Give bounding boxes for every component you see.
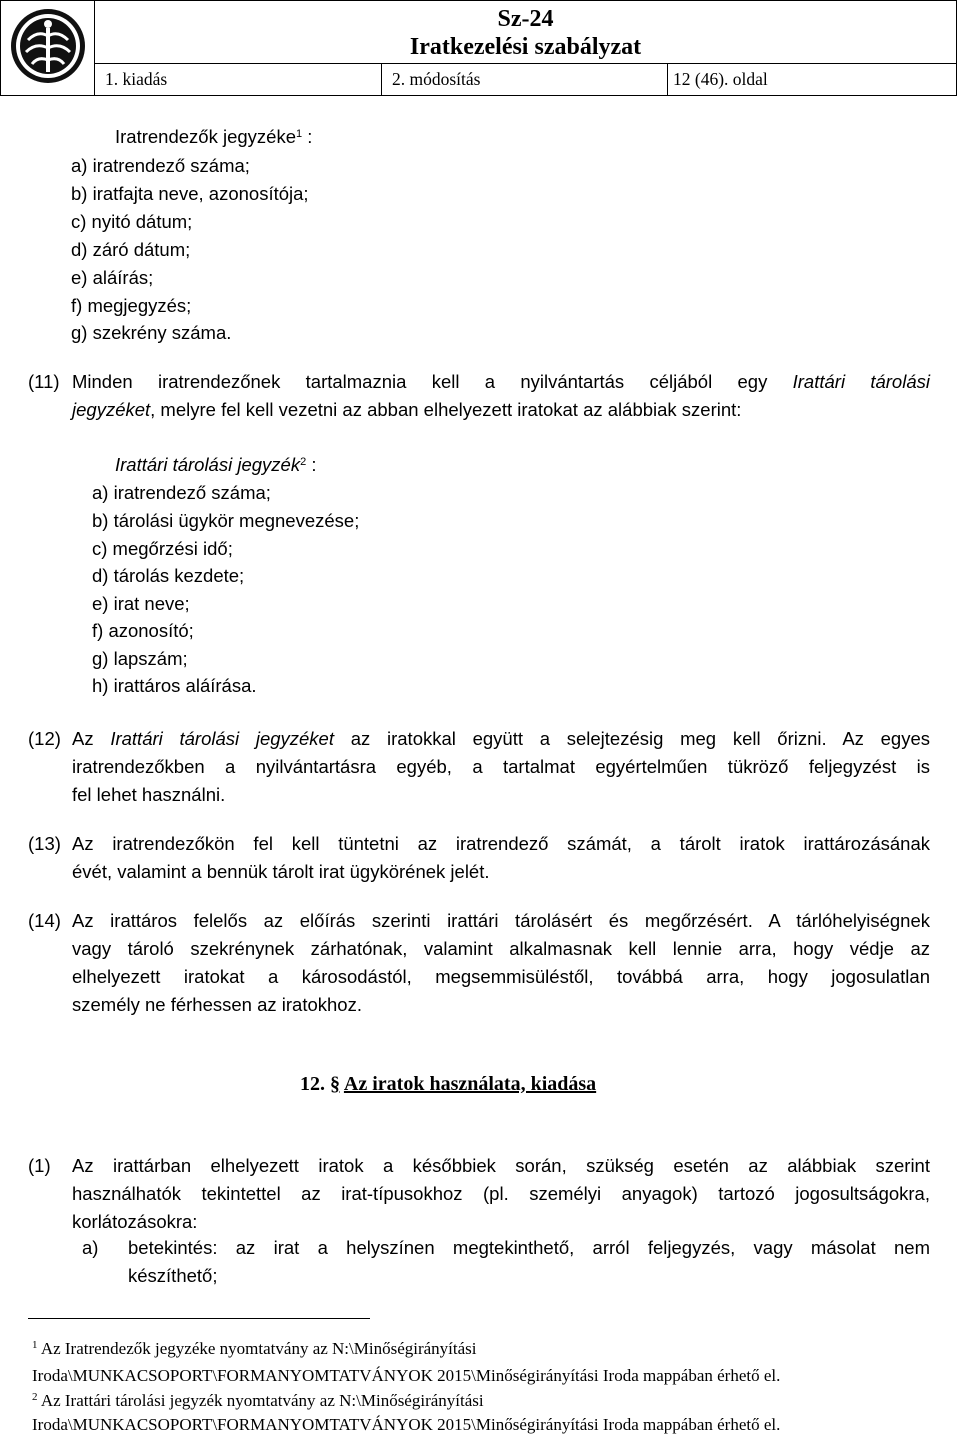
p1-number: (1) (28, 1155, 51, 1176)
p1-item-a-line-1: betekintés: az irat a helyszínen megtekinthető, arról feljegyzés, vagy másolat nem (128, 1237, 930, 1258)
section-title: Az iratok használata, kiadása (343, 1073, 597, 1095)
list2-item: a) iratrendező száma; (92, 482, 271, 503)
p1-item-a-line-2: készíthető; (128, 1265, 218, 1286)
list2-item: e) irat neve; (92, 593, 190, 614)
footnote-separator (28, 1318, 370, 1319)
doc-code: Sz-24 (497, 6, 554, 32)
section-heading (300, 1073, 596, 1096)
list1-item: c) nyitó dátum; (71, 211, 193, 232)
p12-emphasis: Irattári tárolási jegyzéket (110, 728, 334, 749)
list1-item: d) záró dátum; (71, 239, 191, 260)
p14-number: (14) (28, 910, 61, 931)
p11-emphasis: Irattári tárolási (792, 371, 930, 392)
p1-line-3: korlátozásokra: (72, 1211, 198, 1232)
list2-item: g) lapszám; (92, 648, 188, 669)
p13-line-1: Az iratrendezőkön fel kell tüntetni az iratrendező számát, a tárolt iratok irattározásának (72, 833, 930, 854)
logo-cell (1, 1, 95, 96)
p12-line-1 (72, 728, 930, 750)
p12-text: Az (72, 728, 94, 749)
footnote-ref-1: 1 (296, 128, 303, 140)
p11-number: (11) (28, 371, 60, 392)
p14-line-2: vagy tároló szekrénynek zárhatónak, valamint alkalmasnak kell lennie arra, hogy védje az (72, 938, 930, 959)
list1-item: g) szekrény száma. (71, 322, 232, 343)
footnote-2-number: 2 (32, 1391, 38, 1403)
list1-item: a) iratrendező száma; (71, 155, 250, 176)
section-number: 12. (300, 1073, 325, 1095)
list2-item: d) tárolás kezdete; (92, 565, 245, 586)
p13-line-2: évét, valamint a bennük tárolt irat ügykörének jelét. (72, 861, 490, 882)
footnote-ref-2: 2 (300, 456, 307, 468)
list2-item: h) irattáros aláírása. (92, 675, 257, 696)
list2-title-text: Irattári tárolási jegyzék (115, 454, 301, 475)
p13-number: (13) (28, 833, 61, 854)
p12-number: (12) (28, 728, 61, 749)
list1-item: f) megjegyzés; (71, 295, 192, 316)
revision-cell: 2. módosítás (382, 64, 668, 96)
footnote-1-text: Az Iratrendezők jegyzéke nyomtatvány az N:\Minőségirányítási (40, 1339, 477, 1358)
footnote-2-text: Az Irattári tárolási jegyzék nyomtatvány az N:\Minőségirányítási (40, 1391, 484, 1410)
p12-text: az iratokkal együtt a selejtezésig meg kell őrizni. Az egyes (350, 728, 931, 749)
section-symbol: § (330, 1073, 340, 1095)
header-title-cell (95, 1, 957, 64)
page-cell: 12 (46). oldal (668, 64, 957, 96)
footnote-2-line-2: Iroda\MUNKACSOPORT\FORMANYOMTATVÁNYOK 2015\Minőségirányítási Iroda mappában érhető el. (32, 1415, 781, 1434)
list1-title-text: Iratrendezők jegyzéke (115, 126, 296, 147)
p11-emphasis: jegyzéket (72, 399, 151, 420)
list2-item: f) azonosító; (92, 620, 194, 641)
footnote-1-line-1 (32, 1339, 477, 1359)
footnote-1-line-2: Iroda\MUNKACSOPORT\FORMANYOMTATVÁNYOK 2015\Minőségirányítási Iroda mappában érhető el. (32, 1366, 781, 1385)
edition-cell: 1. kiadás (95, 64, 382, 96)
p11-text: Minden iratrendezőnek tartalmaznia kell a nyilvántartás céljából egy (72, 371, 768, 392)
p12-line-2: iratrendezőkben a nyilvántartásra egyéb, a tartalmat egyértelműen tükröző feljegyzést is (72, 756, 930, 777)
list2-item: c) megőrzési idő; (92, 538, 233, 559)
list2-item: b) tárolási ügykör megnevezése; (92, 510, 360, 531)
doc-title: Iratkezelési szabályzat (409, 34, 642, 60)
p11-text: , melyre fel kell vezetni az abban elhelyezett iratokat az alábbiak szerint: (150, 399, 742, 420)
p11-line-2 (72, 399, 741, 421)
p1-item-a-label: a) (82, 1237, 99, 1258)
university-logo-icon (8, 6, 88, 86)
document-header (0, 0, 958, 95)
p14-line-4: személy ne férhessen az iratokhoz. (72, 994, 362, 1015)
list1-title: Iratrendezők jegyzéke$^1$ : (115, 126, 313, 147)
list1-item: b) iratfajta neve, azonosítója; (71, 183, 309, 204)
list1-item: e) aláírás; (71, 267, 154, 288)
list2-title: Irattári tárolási jegyzék$^2$ : (115, 454, 317, 475)
p1-line-2: használhatók tekintettel az irat-típusokhoz (pl. személyi anyagok) tartozó jogosultságokra, (72, 1183, 930, 1204)
p1-line-1: Az irattárban elhelyezett iratok a későbbiek során, szükség esetén az alábbiak szerint (72, 1155, 930, 1176)
p12-line-3: fel lehet használni. (72, 784, 226, 805)
p14-line-1: Az irattáros felelős az előírás szerinti irattári tárolásért és megőrzésért. A tárlóhelyiségnek (72, 910, 930, 931)
p14-line-3: elhelyezett iratokat a károsodástól, megsemmisüléstől, továbbá arra, hogy jogosulatlan (72, 966, 930, 987)
footnote-2-line-1 (32, 1391, 484, 1411)
footnote-1-number: 1 (32, 1339, 38, 1351)
p11-line-1 (72, 371, 930, 393)
